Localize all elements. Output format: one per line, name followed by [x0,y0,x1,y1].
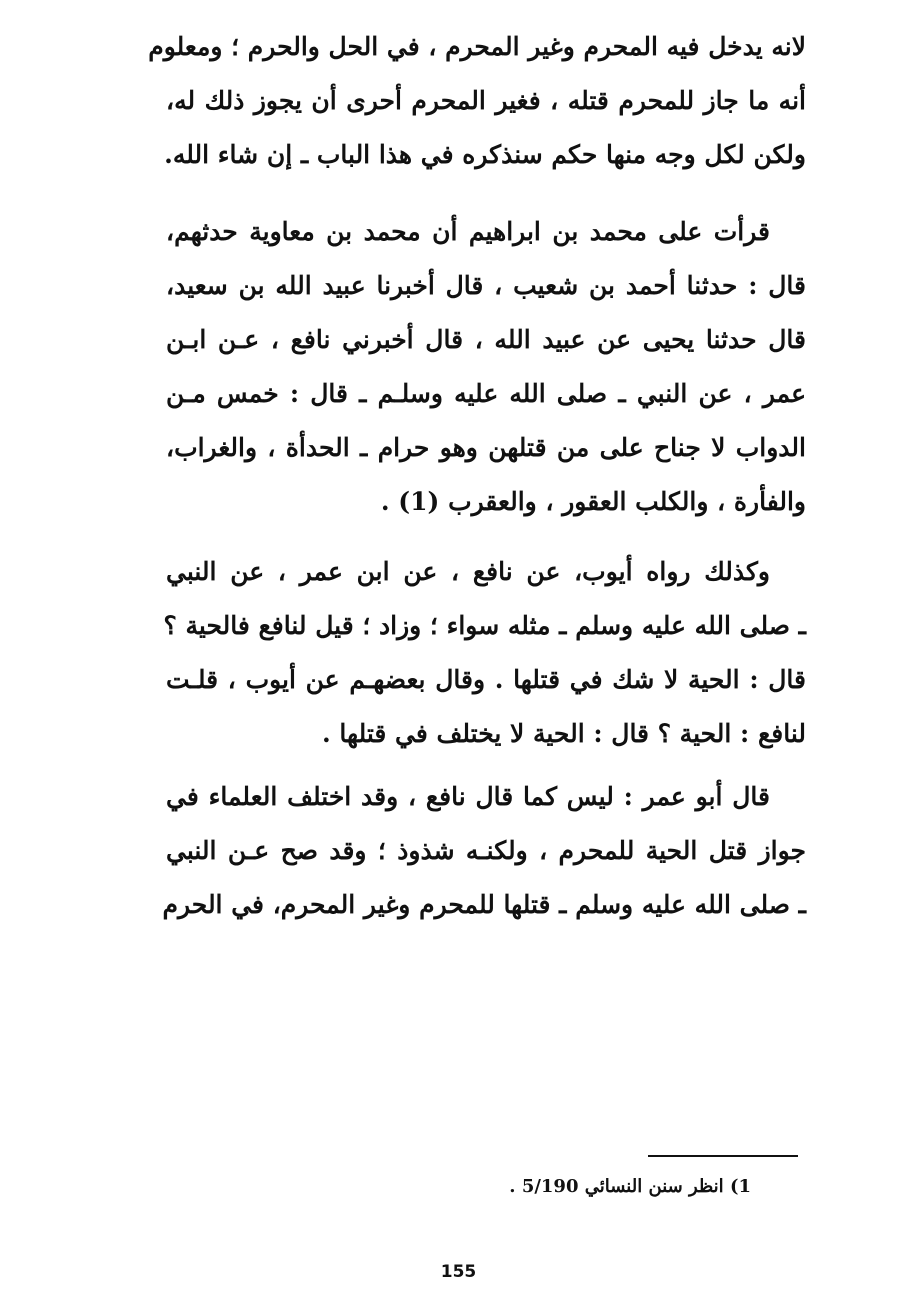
text-line: ـ صلى الله عليه وسلم ـ مثله سواء ؛ وزاد ؛ قيل لنافع فالحية ؟ [163,611,806,640]
footnote-divider [648,1155,798,1157]
footnote: 1) انظر سنن النسائي 5/190 . [509,1176,751,1197]
text-line: قال أبو عمر : ليس كما قال نافع ، وقد اختلف العلماء في [166,782,770,811]
text-line: لنافع : الحية ؟ قال : الحية لا يختلف في قتلها . [322,719,806,748]
text-line: قال : الحية لا شك في قتلها . وقال بعضهـم عن أيوب ، قلـت [166,665,806,694]
text-line: قرأت على محمد بن ابراهيم أن محمد بن معاوية حدثهم، [166,217,770,246]
paragraph-1 [148,20,806,182]
text-line: الدواب لا جناح على من قتلهن وهو حرام ـ الحدأة ، والغراب، [166,433,806,462]
text-line: ولكن لكل وجه منها حكم سنذكره في هذا الباب ـ إن شاء الله. [164,140,806,169]
text-line: ـ صلى الله عليه وسلم ـ قتلها للمحرم وغير المحرم، في الحرم [162,890,806,919]
paragraph-2 [166,205,806,529]
paragraph-4 [162,770,806,932]
text-line: جواز قتل الحية للمحرم ، ولكنـه شذوذ ؛ وقد صح عـن النبي [166,836,806,865]
text-line: وكذلك رواه أيوب، عن نافع ، عن ابن عمر ، عن النبي [166,557,770,586]
text-line: قال حدثنا يحيى عن عبيد الله ، قال أخبرني نافع ، عـن ابـن [166,325,806,354]
text-line: أنه ما جاز للمحرم قتله ، فغير المحرم أحرى أن يجوز ذلك له، [166,86,806,115]
text-line: عمر ، عن النبي ـ صلى الله عليه وسلـم ـ قال : خمس مـن [166,379,806,408]
text-line: قال : حدثنا أحمد بن شعيب ، قال أخبرنا عبيد الله بن سعيد، [166,271,806,300]
paragraph-3 [163,545,806,761]
text-line: والفأرة ، والكلب العقور ، والعقرب (1) . [380,487,806,516]
text-line: لانه يدخل فيه المحرم وغير المحرم ، في الحل والحرم ؛ ومعلوم [148,32,806,61]
page-number: 155 [440,1262,477,1282]
